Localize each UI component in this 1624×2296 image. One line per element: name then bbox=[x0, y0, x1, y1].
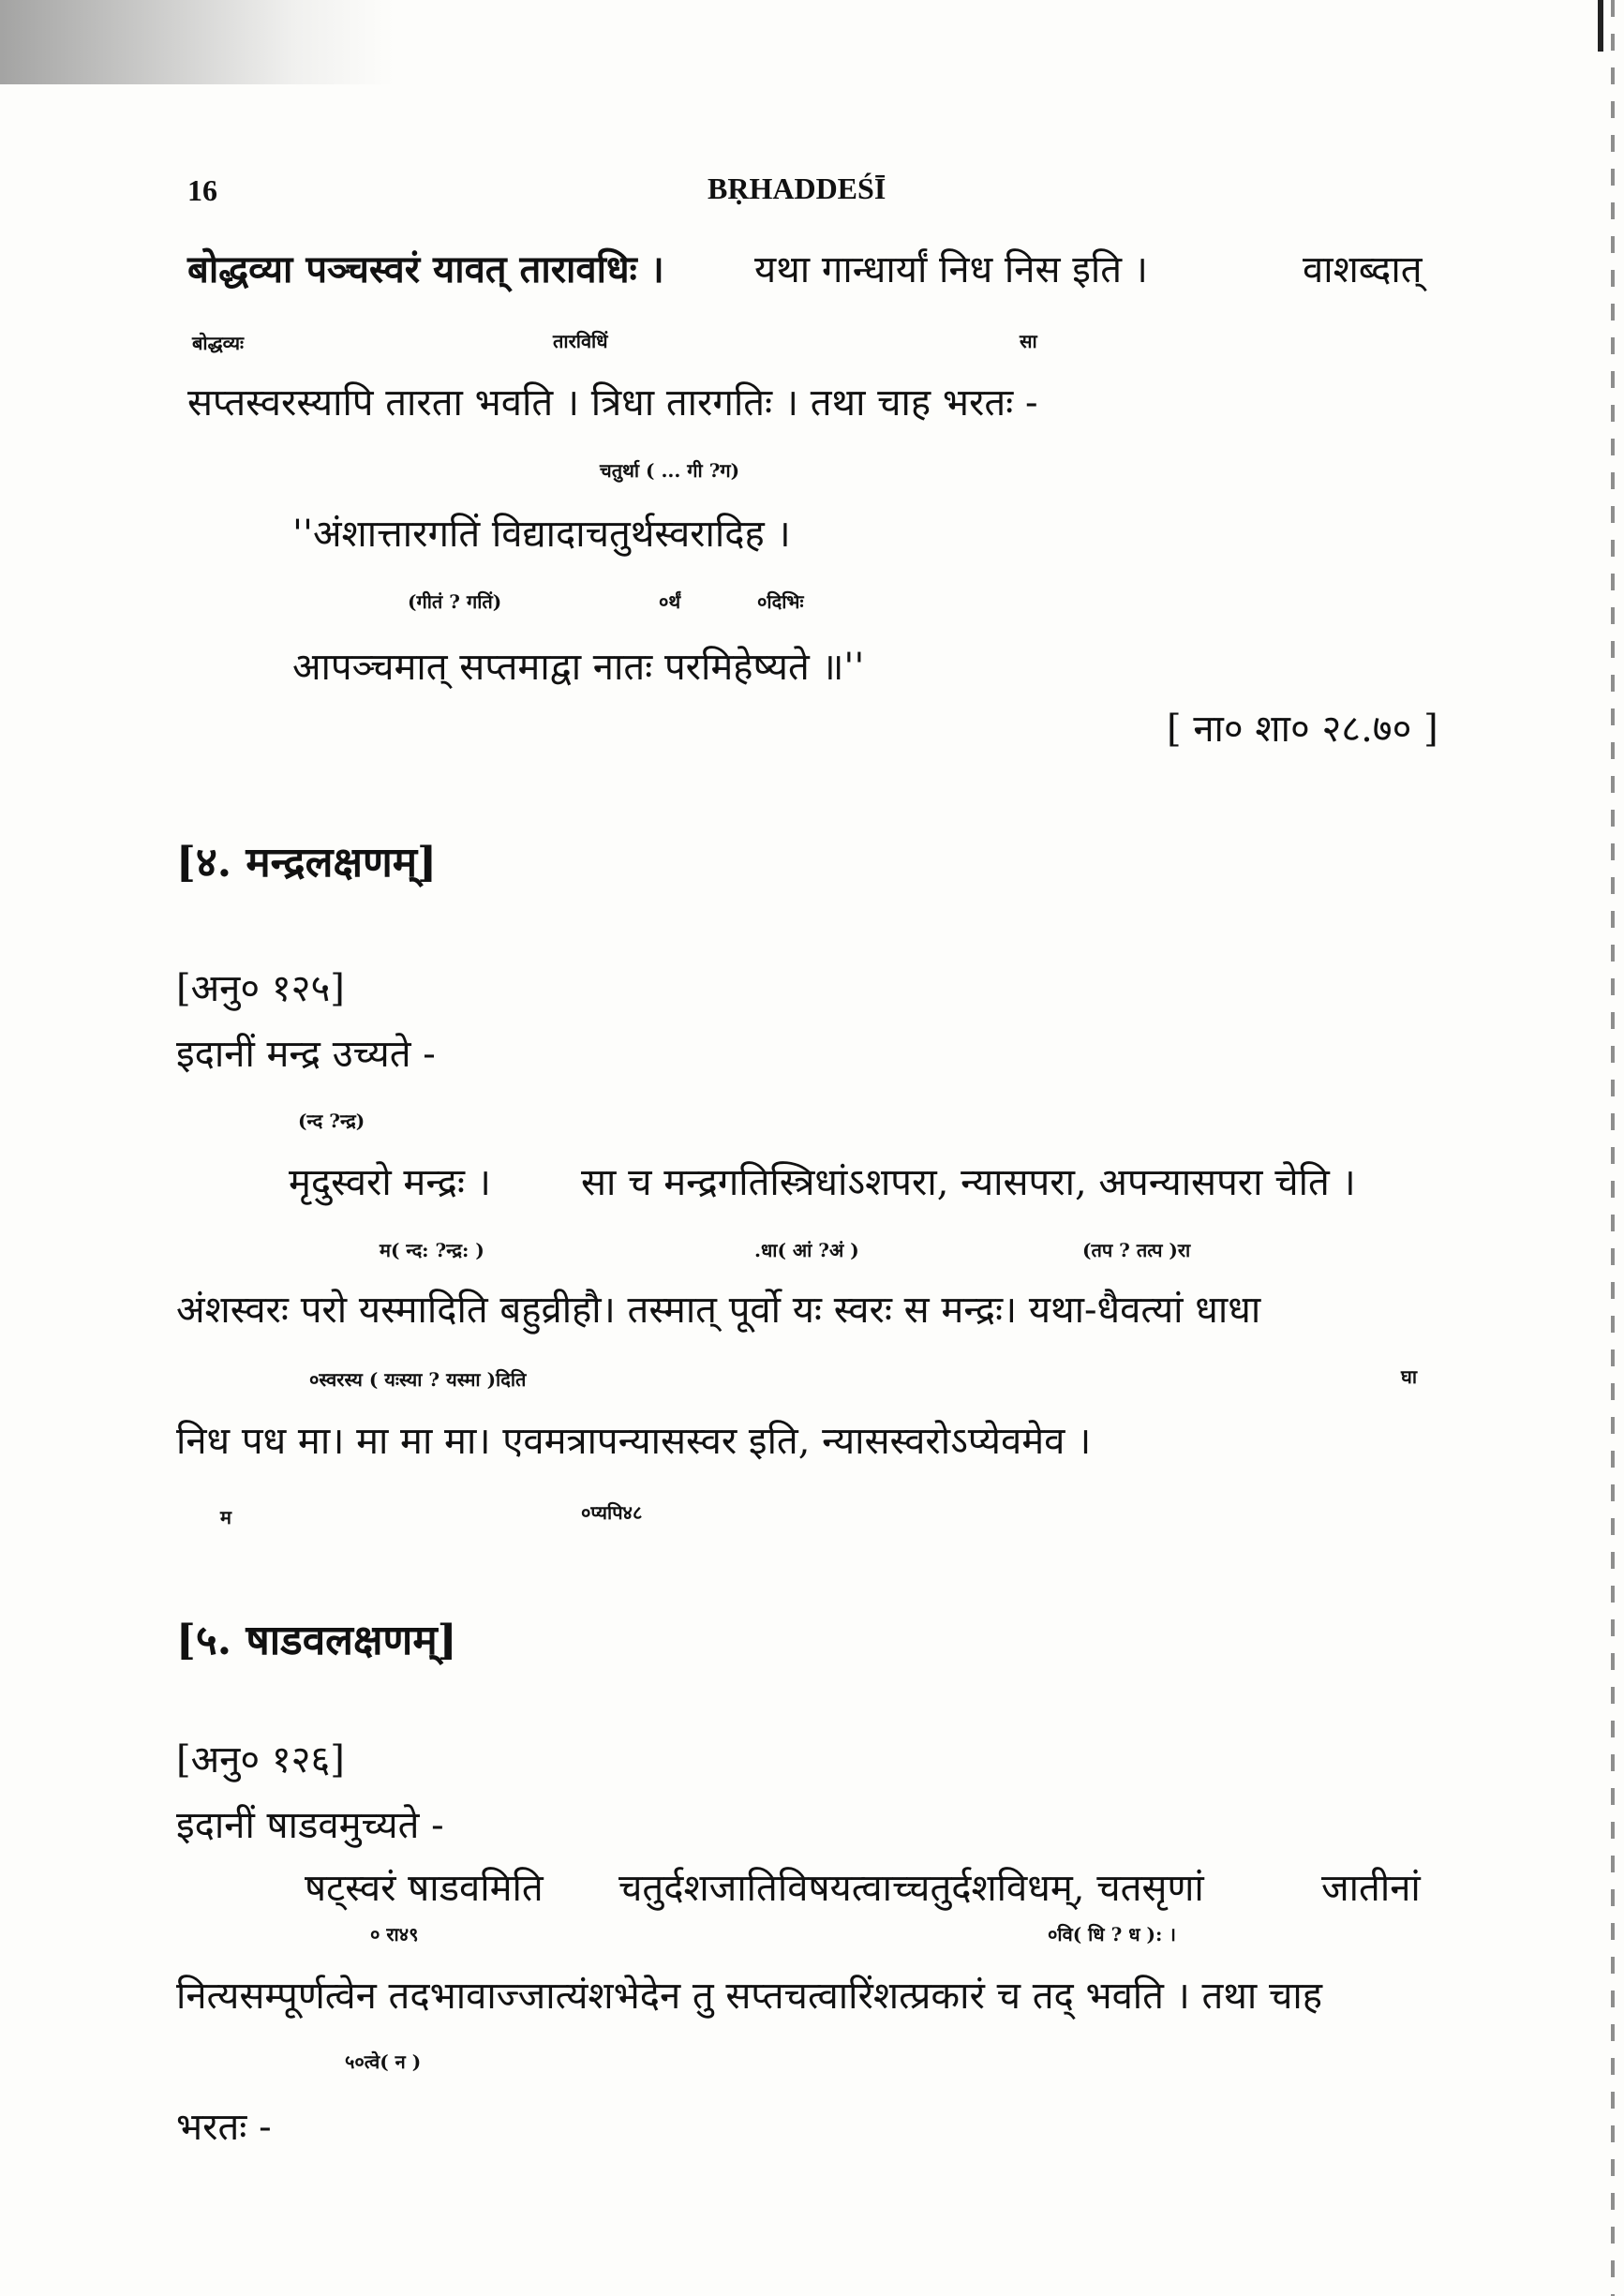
line-1b: यथा गान्धार्यां निध निस इति । bbox=[754, 248, 1148, 291]
section-4-para-2: अंशस्वरः परो यस्मादिति बहुव्रीहौ। तस्मात् पूर्वो यः स्वरः स मन्द्रः। यथा-धैवत्यां धाधा bbox=[176, 1289, 1261, 1332]
section-5-para-3: भरतः - bbox=[176, 2106, 272, 2149]
section-4-note-2a: म( न्द: ?न्द्र: ) bbox=[380, 1239, 484, 1261]
page-edge-mark bbox=[1598, 0, 1603, 52]
section-4-note-2c: (तप ? तत्प )रा bbox=[1082, 1239, 1191, 1261]
section-4-note-4b: ०प्यपि४८ bbox=[581, 1501, 643, 1524]
section-5-note-2: ५०त्वे( न ) bbox=[345, 2050, 422, 2073]
section-5-anu: [अनु० १२६] bbox=[176, 1738, 345, 1782]
running-title: BṚHADDEŚĪ bbox=[708, 171, 886, 205]
section-5-intro: इदानीं षाडवमुच्यते - bbox=[176, 1804, 444, 1847]
footnote-1a: बोद्धव्यः bbox=[192, 332, 245, 354]
footnote-1c: सा bbox=[1020, 330, 1037, 352]
section-4-intro: इदानीं मन्द्र उच्यते - bbox=[176, 1033, 436, 1076]
section-4-para-1a: मृदुस्वरो मन्द्रः । bbox=[289, 1161, 491, 1204]
page-number: 16 bbox=[187, 173, 217, 207]
section-5-para-2: नित्यसम्पूर्णत्वेन तदभावाज्जात्यंशभेदेन तु सप्तचत्वारिंशत्प्रकारं च तद् भवति । तथा चाह bbox=[176, 1975, 1322, 2018]
section-5-note-1b: ०वि( धि ? ध ): । bbox=[1048, 1923, 1176, 1946]
line-2: सप्तस्वरस्यापि तारता भवति । त्रिधा तारगतिः । तथा चाह भरतः - bbox=[187, 381, 1038, 425]
section-5-para-1b: चतुर्दशजातिविषयत्वाच्चतुर्दशविधम्, चतसृणां bbox=[618, 1867, 1204, 1910]
section-5-para-1c: जातीनां bbox=[1321, 1867, 1421, 1910]
section-4-para-1b: सा च मन्द्रगतिस्त्रिधांऽशपरा, न्यासपरा, अपन्यासपरा चेति । bbox=[581, 1161, 1356, 1204]
scan-noise bbox=[0, 0, 656, 84]
footnote-1b: तारविधिं bbox=[553, 330, 608, 352]
verse-line-2: आपञ्चमात् सप्तमाद्वा नातः परमिहेष्यते ॥'' bbox=[292, 646, 865, 689]
footnote-3c: ०दिभिः bbox=[757, 590, 804, 613]
footnote-3a: (गीतं ? गतिं) bbox=[408, 590, 502, 613]
line-1a: बोद्धव्या पञ्चस्वरं यावत् तारावधिः । bbox=[187, 247, 664, 291]
verse-line-1: ''अंशात्तारगतिं विद्यादाचतुर्थस्वरादिह । bbox=[292, 513, 791, 556]
section-4-heading: [४. मन्द्रलक्षणम्] bbox=[176, 839, 437, 887]
section-4-note-3b: घा bbox=[1401, 1365, 1417, 1388]
section-5-heading: [५. षाडवलक्षणम्] bbox=[176, 1617, 457, 1664]
footnote-2: चतुर्था ( ... गी ?ग) bbox=[600, 459, 740, 482]
section-4-note-1: (न्द ?न्द्र) bbox=[298, 1110, 365, 1132]
footnote-3b: ०र्थं bbox=[659, 590, 681, 613]
section-4-note-3a: ०स्वरस्य ( यःस्या ? यस्मा )दिति bbox=[309, 1368, 527, 1391]
page-edge-shadow bbox=[1611, 0, 1615, 2296]
section-5-note-1a: ० रा४९ bbox=[370, 1923, 419, 1946]
section-4-note-2b: .धा( आं ?अं ) bbox=[754, 1239, 859, 1261]
section-5-para-1a: षट्स्वरं षाडवमिति bbox=[305, 1867, 544, 1910]
section-4-para-3: निध पध मा। मा मा मा। एवमत्रापन्यासस्वर इति, न्यासस्वरोऽप्येवमेव । bbox=[176, 1420, 1092, 1463]
line-1c: वाशब्दात् bbox=[1303, 248, 1423, 291]
section-4-anu: [अनु० १२५] bbox=[176, 967, 345, 1010]
verse-reference: [ ना० शा० २८.७० ] bbox=[1167, 708, 1438, 751]
section-4-note-4a: म bbox=[220, 1506, 231, 1528]
